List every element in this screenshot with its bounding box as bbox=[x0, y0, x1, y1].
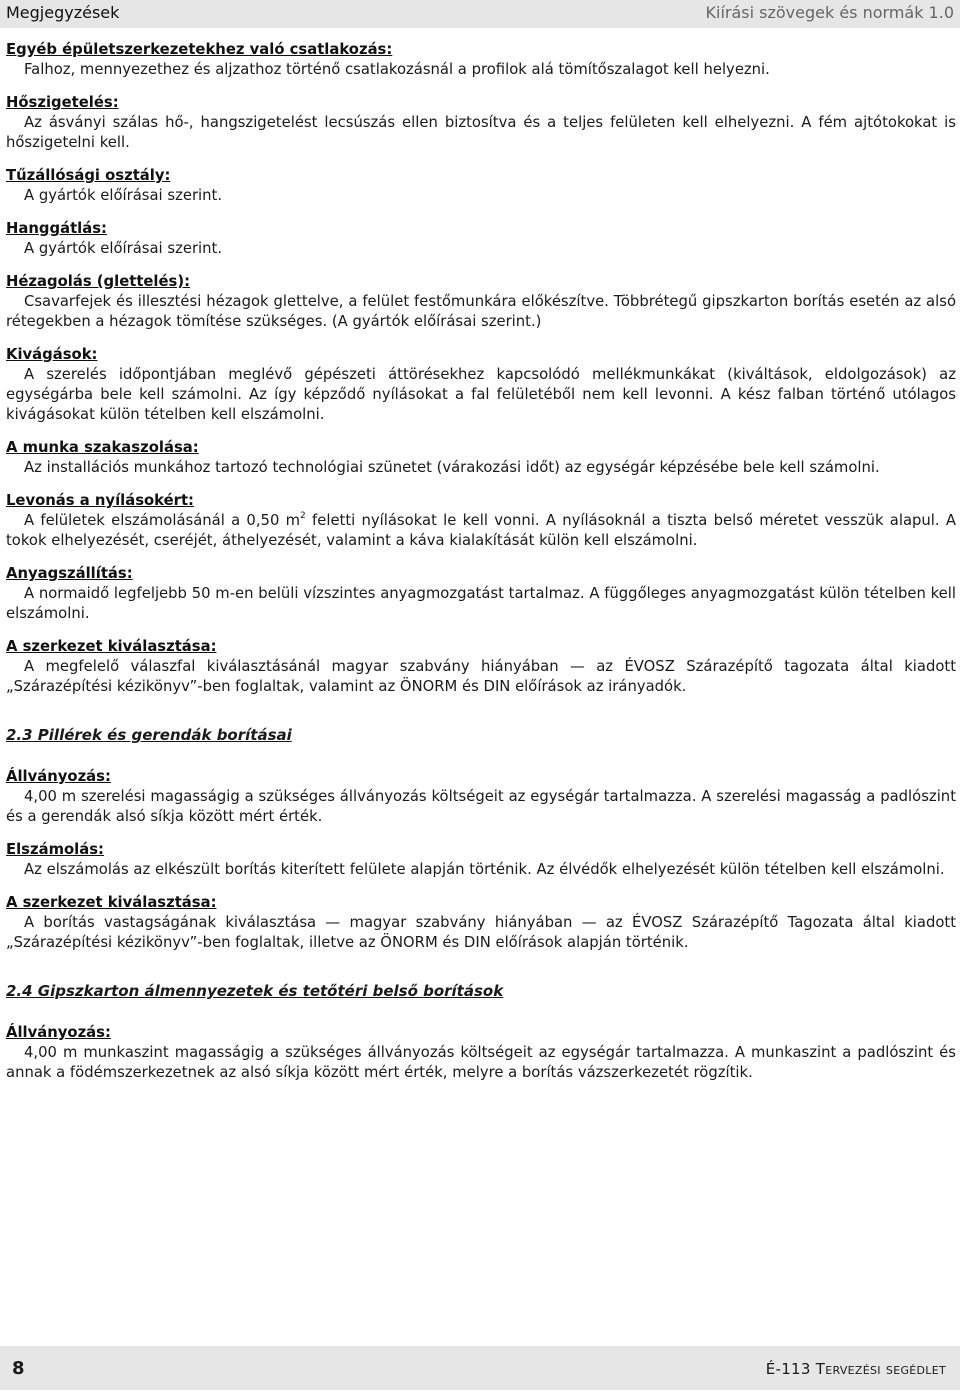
section-heading: Levonás a nyílásokért: bbox=[6, 492, 194, 509]
section bbox=[6, 893, 956, 953]
section bbox=[6, 272, 956, 332]
section bbox=[6, 93, 956, 153]
section-heading: Tűzállósági osztály: bbox=[6, 167, 171, 184]
section bbox=[6, 40, 956, 80]
section-heading: Hanggátlás: bbox=[6, 220, 107, 237]
page-header bbox=[0, 0, 960, 28]
superscript: 2 bbox=[300, 511, 306, 521]
section-levonas bbox=[6, 491, 956, 551]
section-heading: Kivágások: bbox=[6, 346, 98, 363]
page-footer bbox=[0, 1346, 960, 1390]
section bbox=[6, 637, 956, 697]
section-heading: Anyagszállítás: bbox=[6, 565, 133, 582]
section-text: A felületek elszámolásánál a 0,50 $m^2$ feletti nyílásokat le kell vonni. A nyílásoknál a tiszta belső méretet vesszük alapul. A tokok elhelyezését, cseréjét, áthelyezését, valamint a káva kialakítását külön kell elszámolni. bbox=[6, 511, 956, 549]
section bbox=[6, 438, 956, 478]
section-text: A normaidő legfeljebb 50 m-en belüli vízszintes anyagmozgatást tartalmaz. A függőleges anyagmozgatást külön tételben kell elszámolni. bbox=[6, 585, 956, 622]
header-right-title: Kiírási szövegek és normák 1.0 bbox=[705, 3, 954, 22]
section bbox=[6, 840, 956, 880]
section bbox=[6, 564, 956, 624]
section-heading: Egyéb épületszerkezetekhez való csatlakozás: bbox=[6, 41, 393, 58]
chapter-heading: 2.4 Gipszkarton álmennyezetek és tetőtéri belső borítások bbox=[6, 982, 504, 1000]
section bbox=[6, 767, 956, 827]
section-text: Csavarfejek és illesztési hézagok glettelve, a felület festőmunkára előkészítve. Többrétegű gipszkarton borítás esetén az alsó rétegekben a hézagok tömítése szükséges. (A gyártók előírásai szerint.) bbox=[6, 293, 956, 330]
section-text: 4,00 m munkaszint magasságig a szükséges állványozás költségeit az egységár tartalmazza. A munkaszint a padlószint és annak a födémszerkezetnek az alsó síkja között mért érték, melyre a borítás vázszerkezetét rögzítik. bbox=[6, 1044, 956, 1081]
footer-title: É-113 Tervezési segédlet bbox=[765, 1360, 946, 1378]
section-text: A szerelés időpontjában meglévő gépészeti áttörésekhez kapcsolódó mellékmunkákat (kiváltások, eldolgozások) az egységárba bele kell számolni. Az így képződő nyílásokat a fal felületéből nem kell levonni. A kész falban történő utólagos kivágásokat külön tételben kell elszámolni. bbox=[6, 366, 956, 423]
section-heading: Hézagolás (glettelés): bbox=[6, 273, 191, 290]
section-text: Az elszámolás az elkészült borítás kiterített felülete alapján történik. Az élvédők elhelyezését külön tételben kell elszámolni. bbox=[24, 861, 945, 878]
section-text: Falhoz, mennyezethez és aljzathoz történő csatlakozásnál a profilok alá tömítőszalagot kell helyezni. bbox=[24, 61, 770, 78]
section bbox=[6, 219, 956, 259]
section-heading: A munka szakaszolása: bbox=[6, 439, 199, 456]
document-body bbox=[6, 40, 956, 1096]
section-text: A borítás vastagságának kiválasztása — magyar szabvány hiányában — az ÉVOSZ Szárazépítő Tagozata által kiadott „Szárazépítési kézikönyv”-ben foglaltak, illetve az ÖNORM és DIN előírások alapján történik. bbox=[6, 914, 956, 951]
section bbox=[6, 345, 956, 425]
section-heading: Állványozás: bbox=[6, 768, 111, 785]
section-heading: Állványozás: bbox=[6, 1024, 111, 1041]
section-text: A gyártók előírásai szerint. bbox=[24, 187, 223, 204]
section-text: A megfelelő válaszfal kiválasztásánál magyar szabvány hiányában — az ÉVOSZ Szárazépítő tagozata által kiadott „Szárazépítési kézikönyv”-ben foglaltak, valamint az ÖNORM és DIN előírások az irányadók. bbox=[6, 658, 956, 695]
section-text: Az installációs munkához tartozó technológiai szünetet (várakozási időt) az egységár képzésébe bele kell számolni. bbox=[24, 459, 880, 476]
section-text: A gyártók előírásai szerint. bbox=[24, 240, 223, 257]
section-heading: Elszámolás: bbox=[6, 841, 104, 858]
section-text: 4,00 m szerelési magasságig a szükséges állványozás költségeit az egységár tartalmazza. A szerelési magasság a padlószint és a gerendák alsó síkja között mért érték. bbox=[6, 788, 956, 825]
page-number: 8 bbox=[12, 1358, 25, 1379]
section bbox=[6, 1023, 956, 1083]
chapter-heading: 2.3 Pillérek és gerendák borításai bbox=[6, 726, 292, 744]
header-left-title: Megjegyzések bbox=[6, 3, 120, 22]
section-heading: Hőszigetelés: bbox=[6, 94, 119, 111]
section-heading: A szerkezet kiválasztása: bbox=[6, 638, 217, 655]
section bbox=[6, 166, 956, 206]
section-text: Az ásványi szálas hő-, hangszigetelést lecsúszás ellen biztosítva és a teljes felületen kell elhelyezni. A fém ajtótokokat is hőszigetelni kell. bbox=[6, 114, 956, 151]
section-heading: A szerkezet kiválasztása: bbox=[6, 894, 217, 911]
